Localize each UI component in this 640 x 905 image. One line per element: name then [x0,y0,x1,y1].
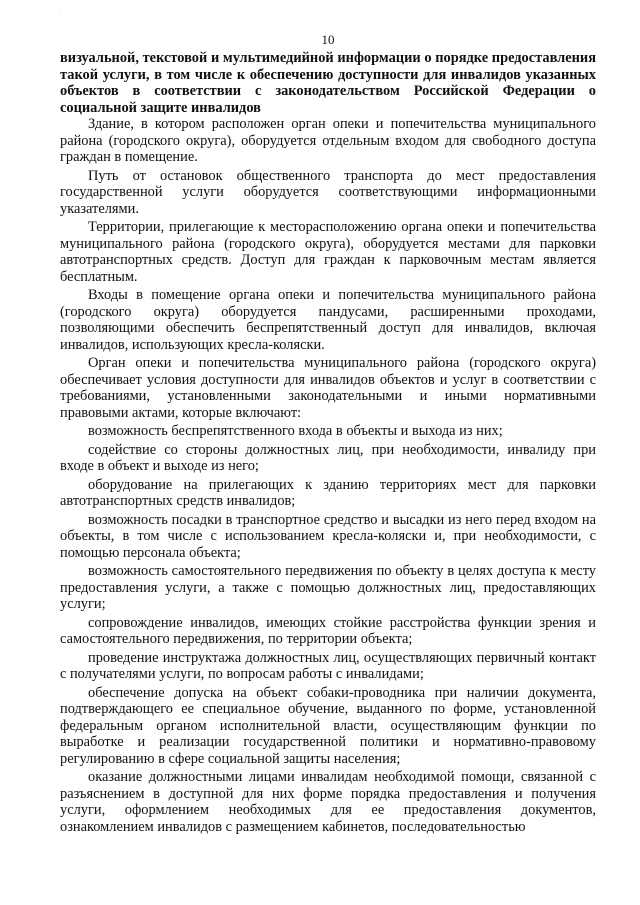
list-item: оборудование на прилегающих к зданию территориях мест для парковки автотранспортных средств инвалидов; [60,476,596,509]
list-item: содействие со стороны должностных лиц, при необходимости, инвалиду при входе в объект и выходе из него; [60,441,596,474]
document-page [60,32,596,837]
list-item: оказание должностными лицами инвалидам необходимой помощи, связанной с разъяснением в доступной для них форме порядка предоставления и получения услуги, оформлением необходимых для ее предоставления документов, ознакомлением инвалидов с размещением кабинетов, последовательностью [60,769,596,835]
scan-artifact: · [58,6,61,15]
page-number: 10 [321,32,335,47]
paragraph-transport-path: Путь от остановок общественного транспорта до мест предоставления государственной услуги оборудуется соответствующими информационными указателями. [60,167,596,217]
list-item: проведение инструктажа должностных лиц, осуществляющих первичный контакт с получателями услуги, по вопросам работы с инвалидами; [60,649,596,682]
list-item: возможность посадки в транспортное средство и высадки из него перед входом на объекты, в том числе с использованием кресла-коляски и, при необходимости, с помощью персонала объекта; [60,511,596,561]
section-heading-continuation: визуальной, текстовой и мультимедийной информации о порядке предоставления такой услуги, в том числе к обеспечению доступности для инвалидов указанных объектов в соответствии с законодательством Российской Федерации о социальной защите инвалидов [60,50,596,116]
paragraph-building-entrance: Здание, в котором расположен орган опеки и попечительства муниципального района (городского округа), оборудуется отдельным входом для свободного доступа граждан в помещение. [60,116,596,165]
list-item: возможность самостоятельного передвижения по объекту в целях доступа к месту предоставления услуги, а также с помощью должностных лиц, предоставляющих услуги; [60,563,596,612]
paragraph-parking: Территории, прилегающие к месторасположению органа опеки и попечительства муниципального района (городского округа), оборудуется местами для парковки автотранспортных средств. Доступ для граждан к парковочным местам является бесплатным. [60,219,596,285]
list-item: возможность беспрепятственного входа в объекты и выхода из них; [88,423,503,439]
paragraph-accessibility-conditions: Орган опеки и попечительства муниципального района (городского округа) обеспечивает условия доступности для инвалидов объектов и услуг в соответствии с требованиями, установленными законодательными и иными нормативными правовыми актами, которые включают: [60,355,596,421]
paragraph-ramps: Входы в помещение органа опеки и попечительства муниципального района (городского округа) оборудуется пандусами, расширенными проходами, позволяющими обеспечить беспрепятственный доступ для инвалидов, включая инвалидов, использующих кресла-коляски. [60,287,596,353]
list-item: обеспечение допуска на объект собаки-проводника при наличии документа, подтверждающего ее специальное обучение, выданного по форме, установленной федеральным органом исполнительной власти, осуществляющим функции по выработке и реализации государственной политики и нормативно-правовому регулированию в сфере социальной защиты населения; [60,684,596,767]
list-item: сопровождение инвалидов, имеющих стойкие расстройства функции зрения и самостоятельного передвижения, по территории объекта; [60,614,596,647]
